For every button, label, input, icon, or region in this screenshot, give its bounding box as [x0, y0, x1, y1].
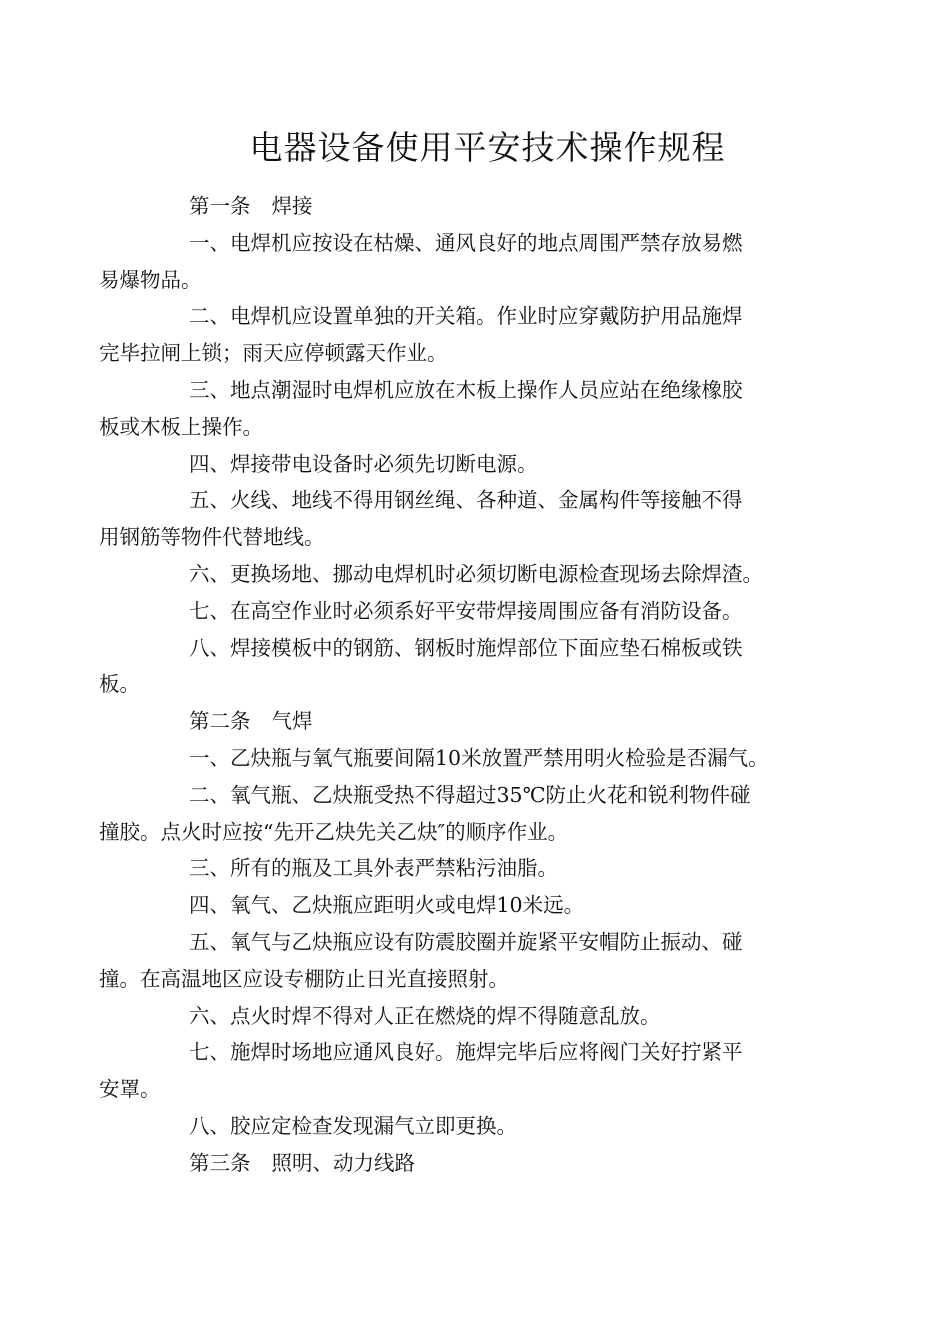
- clause-line: 三、所有的瓶及工具外表严禁粘污油脂。: [189, 856, 558, 881]
- clause-line: 一、电焊机应按设在枯燥、通风良好的地点周围严禁存放易燃: [189, 230, 743, 255]
- section-name: 焊接: [271, 194, 313, 218]
- clause-paragraph: [99, 482, 844, 556]
- clause-line: 易爆物品。: [99, 267, 202, 292]
- clause-paragraph: [99, 1034, 844, 1108]
- clause-line: 二、氧气瓶、乙炔瓶受热不得超过35℃防止火花和锐利物件碰: [189, 782, 751, 807]
- clause-line: 四、氧气、乙炔瓶应距明火或电焊10米远。: [189, 893, 585, 918]
- section-heading: [144, 188, 844, 225]
- clause-line: 板。: [99, 672, 140, 697]
- clause-line: 五、火线、地线不得用钢丝绳、各种道、金属构件等接触不得: [189, 488, 743, 513]
- clause-paragraph: [144, 556, 844, 593]
- clause-line: 四、焊接带电设备时必须先切断电源。: [189, 451, 538, 476]
- clause-line: 八、胶应定检查发现漏气立即更换。: [189, 1113, 517, 1138]
- clause-line: 撞。在高温地区应设专棚防止日光直接照射。: [99, 966, 509, 991]
- clause-line: 用钢筋等物件代替地线。: [99, 525, 325, 550]
- clause-line: 七、在高空作业时必须系好平安带焊接周围应备有消防设备。: [189, 598, 743, 623]
- section-heading: [144, 703, 844, 740]
- clause-paragraph: [99, 225, 844, 299]
- clause-line: 撞胶。点火时应按“先开乙炔先关乙炔″的顺序作业。: [99, 819, 569, 844]
- document-title: 电器设备使用平安技术操作规程: [249, 128, 726, 167]
- clause-paragraph: [99, 924, 844, 998]
- clause-paragraph: [144, 998, 844, 1035]
- clause-line: 二、电焊机应设置单独的开关箱。作业时应穿戴防护用品施焊: [189, 304, 743, 329]
- section-name: 照明、动力线路: [271, 1150, 415, 1175]
- clause-paragraph: [144, 740, 844, 777]
- section-number: 第一条: [189, 194, 251, 218]
- clause-line: 三、地点潮湿时电焊机应放在木板上操作人员应站在绝缘橡胶: [189, 377, 743, 402]
- clause-paragraph: [144, 850, 844, 887]
- clause-paragraph: [99, 630, 844, 704]
- clause-line: 八、焊接模板中的钢筋、钢板时施焊部位下面应垫石棉板或铁: [189, 635, 743, 660]
- section-name: 气焊: [271, 709, 313, 734]
- clause-line: 安罩。: [99, 1077, 161, 1102]
- clause-line: 一、乙炔瓶与氧气瓶要间隔10米放置严禁用明火检验是否漏气。: [189, 745, 769, 770]
- clause-paragraph: [144, 593, 844, 630]
- clause-paragraph: [144, 1108, 844, 1145]
- clause-paragraph: [99, 777, 844, 851]
- clause-paragraph: [144, 446, 844, 483]
- clause-line: 完毕拉闸上锁；雨天应停顿露天作业。: [99, 341, 448, 366]
- clause-line: 六、更换场地、挪动电焊机时必须切断电源检查现场去除焊渣。: [189, 561, 763, 586]
- document-body: [99, 188, 844, 1182]
- clause-line: 五、氧气与乙炔瓶应设有防震胶圈并旋紧平安帽防止振动、碰: [189, 929, 743, 954]
- clause-paragraph: [99, 372, 844, 446]
- clause-line: 六、点火时焊不得对人正在燃烧的焊不得随意乱放。: [189, 1003, 661, 1028]
- clause-line: 七、施焊时场地应通风良好。施焊完毕后应将阀门关好拧紧平: [189, 1040, 743, 1065]
- section-number: 第三条: [189, 1150, 251, 1175]
- clause-paragraph: [144, 887, 844, 924]
- clause-line: 板或木板上操作。: [99, 414, 263, 439]
- section-number: 第二条: [189, 709, 251, 734]
- clause-paragraph: [99, 298, 844, 372]
- section-heading: [144, 1145, 844, 1182]
